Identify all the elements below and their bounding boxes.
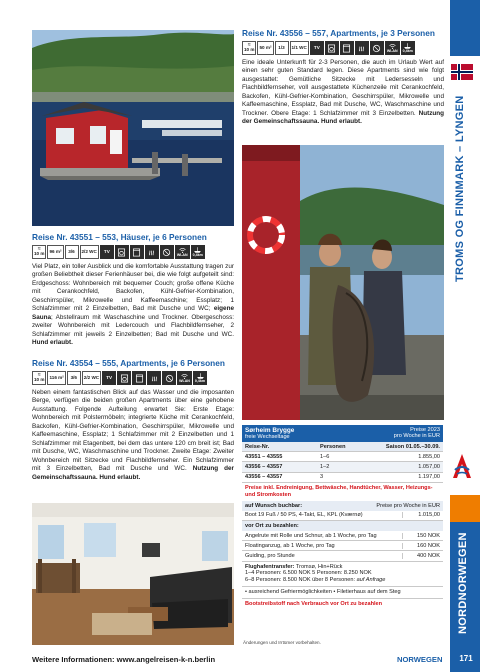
transfer-prices-2: 6–8 Personen: 8.500 NOK über 8 Personen: xyxy=(245,577,356,584)
boat-distance-icon: 0,4km xyxy=(401,41,415,55)
price-table xyxy=(242,425,443,609)
on-site-item: Guiding, pro Stunde xyxy=(245,552,295,559)
no-smoking-icon xyxy=(370,41,384,55)
brand-logo-icon xyxy=(451,452,473,482)
on-site-price: 160 NOK xyxy=(402,543,440,549)
transfer-prices-1: 1–4 Personen: 6.500 NOK 5 Personen: 8.250 NOK xyxy=(245,570,372,577)
extras: • ausreichend Gefriermöglichkeiten • Filetierhaus auf dem Steg xyxy=(242,586,443,598)
persons-cell: 3 xyxy=(320,474,324,481)
sauna-icon xyxy=(355,41,369,55)
bathrooms-icon: 2/2 WC xyxy=(82,371,101,385)
airport-transfer xyxy=(242,562,443,586)
table-row xyxy=(242,473,443,483)
price-unit: pro Woche in EUR xyxy=(393,433,440,439)
on-site-price: 150 NOK xyxy=(402,533,440,539)
lodge-name: Sørheim Brygge xyxy=(245,427,295,434)
bookable-unit: Preise pro Woche in EUR xyxy=(376,502,440,509)
page-number: 171 xyxy=(459,654,473,663)
table-row xyxy=(242,452,443,462)
no-smoking-icon xyxy=(162,371,176,385)
trip-cell: 43551 – 43555 xyxy=(245,453,283,460)
bedrooms-beds-icon: 3/6 xyxy=(67,371,81,385)
on-site-price: 400 NOK xyxy=(402,553,440,559)
table-row xyxy=(242,462,443,472)
persons-cell: 1–2 xyxy=(320,463,330,470)
price-table-header xyxy=(242,425,443,442)
washing-machine-icon xyxy=(325,41,339,55)
price-year: Preise 2023 xyxy=(410,427,440,433)
offer-description-43554: Neben einem fantastischen Blick auf das Wasser und die imposanten Berge, verfügen die beiden großen Apartments über eine gehobene Ausstattung. Folgende Aufteilung erwartet Sie: Erste Etage: Wohnbereich mit Polstermöbeln; integrierte Küche mit Cerankochfeld, Backofen, Kühl-Gefrier-Kombination, Geschirrspüler, Mikrowelle und Kaffeemaschine, Essplatz; 1 Schlafzimmer mit 2 Einzelbetten und 1 Schlafzimmer mit Etagenbett, bei dem das untere 120 cm breit ist; Bad mit Dusche, WC, Waschmaschine und Trockner. Zweite Etage: Zweiter Wohnbereich mit Sitzecke und Flachbildfernseher. Ein Schlafzimmer mit 3 Einzelbetten, Bad mit Dusche und WC. Nutzung der Gemeinschaftssauna. Hund erlaubt. xyxy=(32,389,234,481)
footer-info: Weitere Informationen: www.angelreisen-k-n.berlin xyxy=(32,655,216,664)
bathrooms-icon: 2/2 WC xyxy=(80,245,99,259)
offer-description-43556: Eine ideale Unterkunft für 2-3 Personen, die auch im Urlaub Wert auf einen sehr guten Standard legen. Diese Apartments sind wie folgt ausgestattet: Gemütliche Sitzecke mit Ledersesseln und Flachbildfernseher, voll ausgestattete Küchenzeile mit Cerankochfeld, Backofen, Kühl-Gefrier-Kombination, Geschirrspüler, Mikrowelle und Kaffeemaschine, Essplatz, Bad mit Dusche, WC, Waschmaschine und Trockner. Obere Etage: 1 Schlafzimmer mit 3 Einzelbetten. Nutzung der Gemeinschaftssauna. Hund erlaubt. xyxy=(242,59,444,126)
boat-distance-icon: 0,4km xyxy=(191,245,205,259)
amenity-icons-43554 xyxy=(32,371,207,385)
disclaimer: Änderungen und Irrtümer vorbehalten. xyxy=(243,640,321,645)
offer-title-43551: Reise Nr. 43551 – 553, Häuser, je 6 Personen xyxy=(32,232,207,242)
changeover-days: freie Wechseltage xyxy=(245,434,290,440)
sidebar-cap xyxy=(450,0,480,56)
bedrooms-beds-icon: 1/3 xyxy=(275,41,289,55)
footer-country: NORWEGEN xyxy=(397,655,443,664)
offer-description-43551: Viel Platz, ein toller Ausblick und die komfortable Ausstattung tragen zur großen Beliebtheit dieser Ferienhäuser bei, die wie folgt aufgeteilt sind: Erdgeschoss: Wohnbereich mit bequemer Couch; große offene Küche mit Cerankochfeld, Backofen, Kühl-Gefrier-Kombination, Geschirrspüler, Mikrowelle und Kaffeemaschine; Essplatz; 1 Schlafzimmer mit 2 Einzelbetten, Bad mit Dusche und WC; eigene Sauna; Abstellraum mit Waschaschine und Trockner. Obergeschoss: zweiter Wohnbereich mit Ledercouch und Flachbildfernseher, 2 Schlafzimmer mit jeweils 2 Einzelbetten; Bad mit Dusche und WC. Hund erlaubt. xyxy=(32,263,234,347)
transfer-label: Flughafentransfer: xyxy=(245,563,295,570)
washing-machine-icon xyxy=(115,245,129,259)
wifi-icon: WLAN xyxy=(385,41,400,55)
living-area-icon: 50 m² xyxy=(257,41,273,55)
no-smoking-icon xyxy=(160,245,174,259)
persons-cell: 1–6 xyxy=(320,453,330,460)
col-season-header: Saison 01.05.–30.09. xyxy=(385,443,440,450)
bookable-label: auf Wunsch buchbar: xyxy=(245,502,303,509)
on-site-header xyxy=(242,521,443,531)
tv-icon: TV xyxy=(310,41,324,55)
tv-icon: TV xyxy=(100,245,114,259)
sauna-icon xyxy=(147,371,161,385)
boat-distance-icon: 0,4km xyxy=(193,371,207,385)
on-site-row xyxy=(242,541,443,551)
transfer-on-request: auf Anfrage xyxy=(356,577,386,584)
offer-title-43554: Reise Nr. 43554 – 555, Apartments, je 6 Personen xyxy=(32,358,225,368)
bedrooms-beds-icon: 3/6 xyxy=(65,245,79,259)
living-area-icon: 116 m² xyxy=(47,371,65,385)
price-column-headers xyxy=(242,442,443,452)
dishwasher-icon xyxy=(130,245,144,259)
on-site-item: Floatinganzug, ab 1 Woche, pro Tag xyxy=(245,542,335,549)
region-bottom-title: NORDNORWEGEN xyxy=(457,532,469,634)
sauna-icon xyxy=(145,245,159,259)
price-cell: 1.855,00 xyxy=(418,453,440,460)
tv-icon: TV xyxy=(102,371,116,385)
distance-to-water-icon: ≈ 10 m xyxy=(32,245,46,259)
bookable-header xyxy=(242,501,443,511)
on-site-item: Angelrute mit Rolle und Schnur, ab 1 Woche, pro Tag xyxy=(245,532,377,539)
on-site-row xyxy=(242,531,443,541)
photo-living-room xyxy=(32,503,234,645)
wifi-icon: WLAN xyxy=(177,371,192,385)
amenity-icons-43556 xyxy=(242,41,415,55)
living-area-icon: 96 m² xyxy=(47,245,63,259)
bookable-row xyxy=(242,511,443,521)
price-cell: 1.057,00 xyxy=(418,463,440,470)
fuel-note: Bootstreibstoff nach Verbrauch vor Ort zu bezahlen xyxy=(242,598,443,609)
on-site-label: vor Ort zu bezahlen: xyxy=(245,522,299,529)
trip-cell: 43556 – 43557 xyxy=(245,474,283,481)
offer-title-43556: Reise Nr. 43556 – 557, Apartments, je 3 Personen xyxy=(242,28,435,38)
norway-flag-icon xyxy=(451,64,473,80)
bookable-price: 1.015,00 xyxy=(402,512,440,518)
washing-machine-icon xyxy=(117,371,131,385)
col-persons-header: Personen xyxy=(320,443,346,450)
distance-to-water-icon: ≈ 10 m xyxy=(32,371,46,385)
price-cell: 1.197,00 xyxy=(418,474,440,481)
col-trip-header: Reise-Nr. xyxy=(245,443,270,450)
on-site-row xyxy=(242,551,443,561)
bookable-item: Boot 19 Fuß / 50 PS, 4-Takt, EL, KPL (Kværnø) xyxy=(245,512,363,519)
wifi-icon: WLAN xyxy=(175,245,190,259)
sidebar-orange-tab xyxy=(450,495,480,522)
distance-to-water-icon: ≈ 10 m xyxy=(242,41,256,55)
photo-red-cabin-pier xyxy=(32,30,234,226)
price-included-note: Preise inkl. Endreinigung, Bettwäsche, Handtücher, Wasser, Heizungs- und Stromkosten xyxy=(245,484,433,498)
dishwasher-icon xyxy=(340,41,354,55)
dishwasher-icon xyxy=(132,371,146,385)
trip-cell: 43556 – 43557 xyxy=(245,463,283,470)
region-title: TROMS OG FINNMARK – LYNGEN xyxy=(454,95,466,282)
photo-anglers-halibut xyxy=(242,145,444,420)
transfer-destination: Tromsø, Hin+Rück xyxy=(295,563,343,570)
bathrooms-icon: 1/1 WC xyxy=(290,41,309,55)
amenity-icons-43551 xyxy=(32,245,205,259)
